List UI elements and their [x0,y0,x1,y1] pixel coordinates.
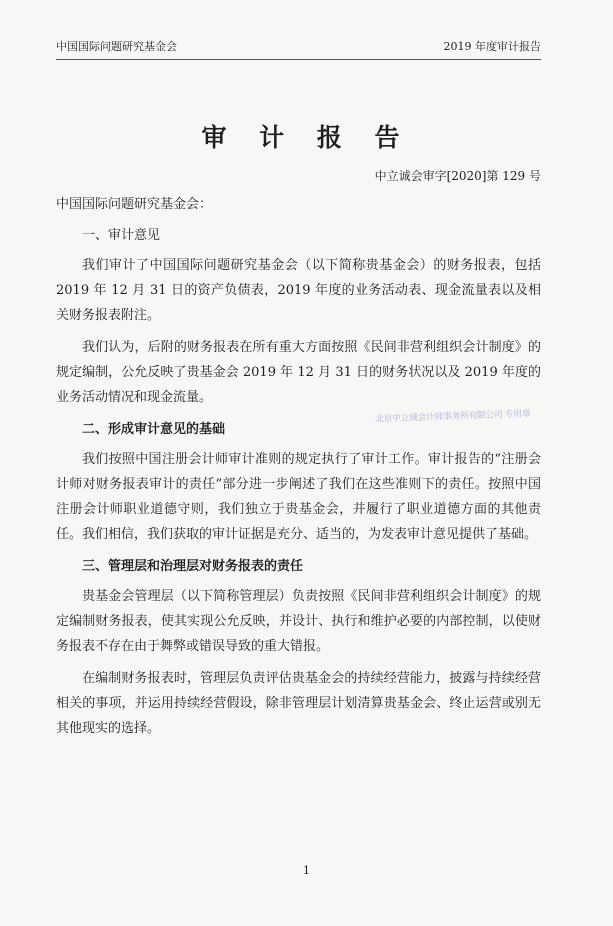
paragraph: 我们按照中国注册会计师审计准则的规定执行了审计工作。审计报告的“注册会计师对财务报表审计的责任”部分进一步阐述了我们在这些准则下的责任。按照中国注册会计师职业道德守则，我们独立于贵基金会，并履行了职业道德方面的其他责任。我们相信，我们获取的审计证据是充分、适当的，为发表审计意见提供了基础。 [56,452,541,542]
paragraph: 贵基金会管理层（以下简称管理层）负责按照《民间非营利组织会计制度》的规定编制财务报表，使其实现公允反映，并设计、执行和维护必要的内部控制，以使财务报表不存在由于舞弊或错误导致的重大错报。 [56,589,541,654]
paragraph: 在编制财务报表时，管理层负责评估贵基金会的持续经营能力，披露与持续经营相关的事项，并运用持续经营假设，除非管理层计划清算贵基金会、终止运营或别无其他现实的选择。 [56,671,541,736]
paragraph: 我们认为，后附的财务报表在所有重大方面按照《民间非营利组织会计制度》的规定编制，公允反映了贵基金会 2019 年 12 月 31 日的财务状况以及 2019 年度的业务活动情况和现金流量。 [56,340,541,405]
report-body [56,223,541,748]
page-title: 审 计 报 告 [201,123,412,152]
paragraph: 我们审计了中国国际问题研究基金会（以下简称贵基金会）的财务报表，包括 2019 年 12 月 31 日的资产负债表，2019 年度的业务活动表、现金流量表以及相关财务报表附注。 [56,258,541,323]
addressee: 中国国际问题研究基金会： [56,197,213,212]
page-number: 1 [303,864,310,877]
section-heading-responsibility: 三、管理层和治理层对财务报表的责任 [82,559,304,574]
document-number: 中立诚会审字[2020]第 129 号 [374,169,541,183]
section-heading-basis: 二、形成审计意见的基础 [82,422,226,437]
header-left: 中国国际问题研究基金会 [56,40,177,53]
section-heading-opinion: 一、审计意见 [82,228,161,243]
header-right: 2019 年度审计报告 [443,40,541,53]
seal-stamp: 北京中立诚会计师事务所有限公司 专用章 [374,409,531,425]
page-header [56,40,541,60]
